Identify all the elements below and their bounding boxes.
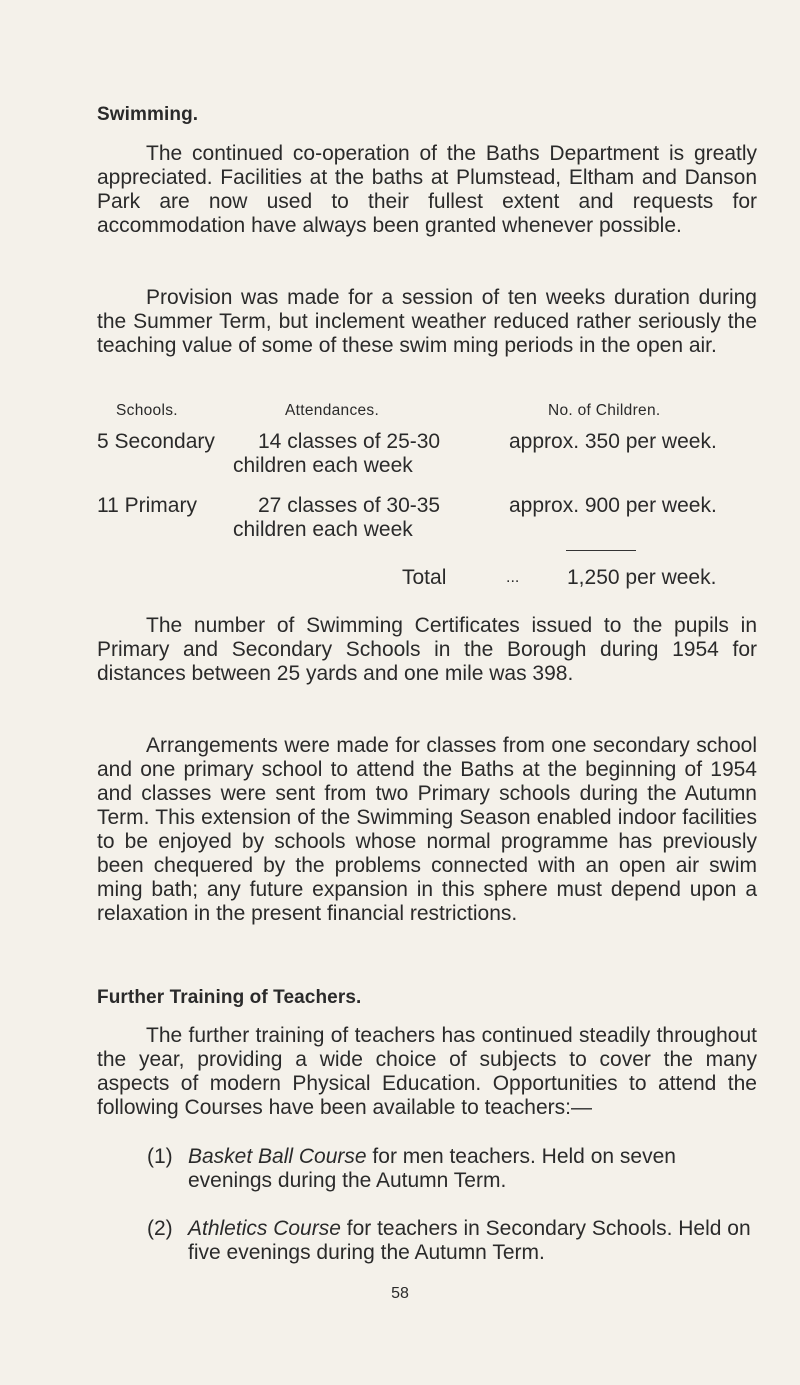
- list-item-title: Athletics Course: [188, 1217, 341, 1240]
- list-item-number: (2): [147, 1217, 173, 1240]
- list-item: [147, 1145, 757, 1193]
- list-item-text: for teachers in Secondary Schools. Held on five evenings during the Autumn Term.: [188, 1217, 751, 1264]
- row-school: 11 Primary: [97, 494, 197, 517]
- swimming-paragraph-1: The continued co-operation of the Baths Department is greatly appreciated. Facilities at the baths at Plumstead, Eltham and Danson Park are now used to their fullest extent and requests for accommodation have always been granted whenever possible.: [97, 142, 757, 237]
- row-children: approx. 900 per week.: [509, 494, 717, 517]
- list-item-title: Basket Ball Course: [188, 1145, 367, 1168]
- list-item: [147, 1217, 757, 1265]
- list-item-number: (1): [147, 1145, 173, 1168]
- table-header-children: No. of Children.: [548, 402, 661, 419]
- swimming-paragraph-4: Arrangements were made for classes from one secondary school and one primary school to attend the Baths at the beginning of 1954 and classes were sent from two Primary schools during the Autumn Term. This extension of the Swimming Season enabled indoor facilities to be enjoyed by schools whose normal programme has previously been chequered by the problems connected with an open air swim ming bath; any future expansion in this sphere must depend upon a relaxation in the present financial restrictions.: [97, 734, 757, 925]
- page-number: 58: [391, 1285, 409, 1302]
- training-paragraph-1: The further training of teachers has continued steadily throughout the year, providing a wide choice of subjects to cover the many aspects of modern Physical Education. Opportunities to attend the following Courses have been available to teachers:—: [97, 1024, 757, 1119]
- row-attendance-line1: 27 classes of 30-35: [258, 494, 441, 517]
- swimming-heading: Swimming.: [97, 104, 199, 125]
- row-children: approx. 350 per week.: [509, 430, 717, 453]
- row-school: 5 Secondary: [97, 430, 215, 453]
- row-attendance-line1: 14 classes of 25-30: [258, 430, 441, 453]
- total-rule: [566, 550, 636, 551]
- total-value: 1,250 per week.: [567, 566, 717, 589]
- row-attendance-line2: children each week: [233, 518, 413, 541]
- training-heading: Further Training of Teachers.: [97, 987, 362, 1008]
- table-header-attendances: Attendances.: [285, 402, 380, 419]
- list-item-text: for men teachers. Held on seven evenings during the Autumn Term.: [188, 1145, 676, 1192]
- table-header-schools: Schools.: [116, 402, 178, 419]
- row-attendance-line2: children each week: [233, 454, 413, 477]
- swimming-paragraph-2: Provision was made for a session of ten weeks duration during the Summer Term, but inclement weather reduced rather seriously the teaching value of some of these swim ming periods in the open air.: [97, 286, 757, 357]
- swimming-paragraph-3: The number of Swimming Certificates issued to the pupils in Primary and Secondary Schools in the Borough during 1954 for distances between 25 yards and one mile was 398.: [97, 614, 757, 685]
- total-label: Total: [402, 566, 447, 589]
- total-dots: ...: [506, 569, 520, 586]
